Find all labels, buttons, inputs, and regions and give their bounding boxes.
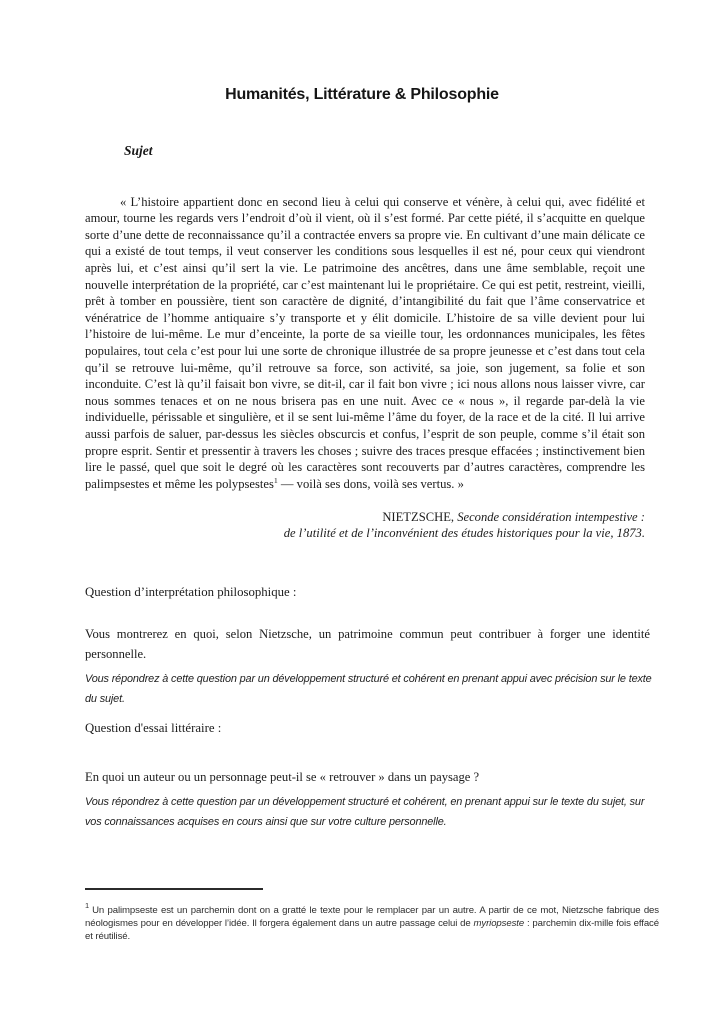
footnote-text-block <box>85 901 659 944</box>
philosophy-question-prompt: Vous montrerez en quoi, selon Nietzsche, un patrimoine commun peut contribuer à forger une identité personnelle. <box>85 626 650 662</box>
citation-work-title-line1: Seconde considération intempestive : <box>457 510 645 524</box>
footnote-text-before-italic: Un palimpseste est un parchemin dont on a gratté le texte pour le remplacer par un autre. A partir de ce mot, Nietzsche fabrique des néologismes pour en développer l’idée. Il forgera également dans un autre passage celui de <box>85 904 659 929</box>
subject-section-label: Sujet <box>124 143 153 158</box>
footnote-italic-term: myriopseste <box>473 918 525 929</box>
citation-line1 <box>85 509 645 525</box>
footnote-text-after-italic: : parchemin dix-mille fois effacé et réutilisé. <box>85 918 659 943</box>
excerpt-text-before-note: « L’histoire appartient donc en second lieu à celui qui conserve et vénère, à celui qui, avec fidélité et amour, tourne les regards vers l’endroit d’où il vient, où il s’est formé. Par cette piété, il s’acquitte en quelque sorte d’une dette de reconnaissance qu’il a contractée envers sa propre vie. En cultivant d’une main délicate ce qui a existé de tout temps, il veut conserver les conditions sous lesquelles il est né, pour ceux qui viendront après lui, et c’est ainsi qu’il sert la vie. Le patrimoine des ancêtres, dans une âme semblable, reçoit une nouvelle interprétation de la propriété, car c’est maintenant lui le propriétaire. Ce qui est petit, restreint, vieilli, prêt à tomber en poussière, tient son caractère de dignité, d’intangibilité du fait que l’âme conservatrice et vénératrice de l’homme antiquaire s’y transporte et y élit domicile. L’histoire de sa ville devient pour lui l’histoire de lui-même. Le mur d’enceinte, la porte de sa vieille tour, les ordonnances municipales, les fêtes populaires, tout cela c’est pour lui une sorte de chronique illustrée de sa propre jeunesse et c’est dans tout cela qu’il se retrouve lui-même, qu’il retrouve sa force, son activité, sa joie, son jugement, sa folie et son inconduite. C’est là qu’il faisait bon vivre, se dit-il, car il fait bon vivre ; ici nous allons nous laisser vivre, car nous sommes tenaces et on ne nous brisera pas en une nuit. Avec ce « nous », il regarde par-delà la vie individuelle, périssable et singulière, et il se sent lui-même l’âme du foyer, de la race et de la cité. Il lui arrive aussi parfois de saluer, par-dessus les siècles obscurcis et confus, l’esprit de son peuple, comme s’il était son propre esprit. Sentir et pressentir à travers les choses ; suivre des traces presque effacées ; instinctivement bien lire le passé, quel que soit le degré où les caractères sont recouverts par d’autres caractères, comprendre les palimpsestes et même les polypsestes <box>85 194 645 491</box>
citation-work-title-line2: de l’utilité et de l’inconvénient des études historiques pour la vie, 1873. <box>283 526 645 541</box>
nietzsche-excerpt-paragraph <box>85 194 645 493</box>
page-title: Humanités, Littérature & Philosophie <box>225 86 499 103</box>
excerpt-text-after-note: — voilà ses dons, voilà ses vertus. » <box>277 476 464 491</box>
footnote-reference: 1 <box>273 475 278 485</box>
essay-question-prompt: En quoi un auteur ou un personnage peut-il se « retrouver » dans un paysage ? <box>85 769 480 784</box>
philosophy-question-instruction: Vous répondrez à cette question par un développement structuré et cohérent en prenant appui avec précision sur le texte du sujet. <box>85 672 652 705</box>
citation-author: NIETZSCHE, <box>382 510 458 524</box>
footnote-separator-rule <box>85 888 263 890</box>
philosophy-question-heading: Question d’interprétation philosophique : <box>85 585 297 599</box>
source-citation <box>85 509 645 542</box>
footnote-marker: 1 <box>85 901 90 911</box>
essay-question-instruction: Vous répondrez à cette question par un développement structuré et cohérent, en prenant appui sur le texte du sujet, sur vos connaissances acquises en cours ainsi que sur votre culture personnelle. <box>85 795 645 828</box>
essay-question-heading: Question d'essai littéraire : <box>85 721 222 735</box>
